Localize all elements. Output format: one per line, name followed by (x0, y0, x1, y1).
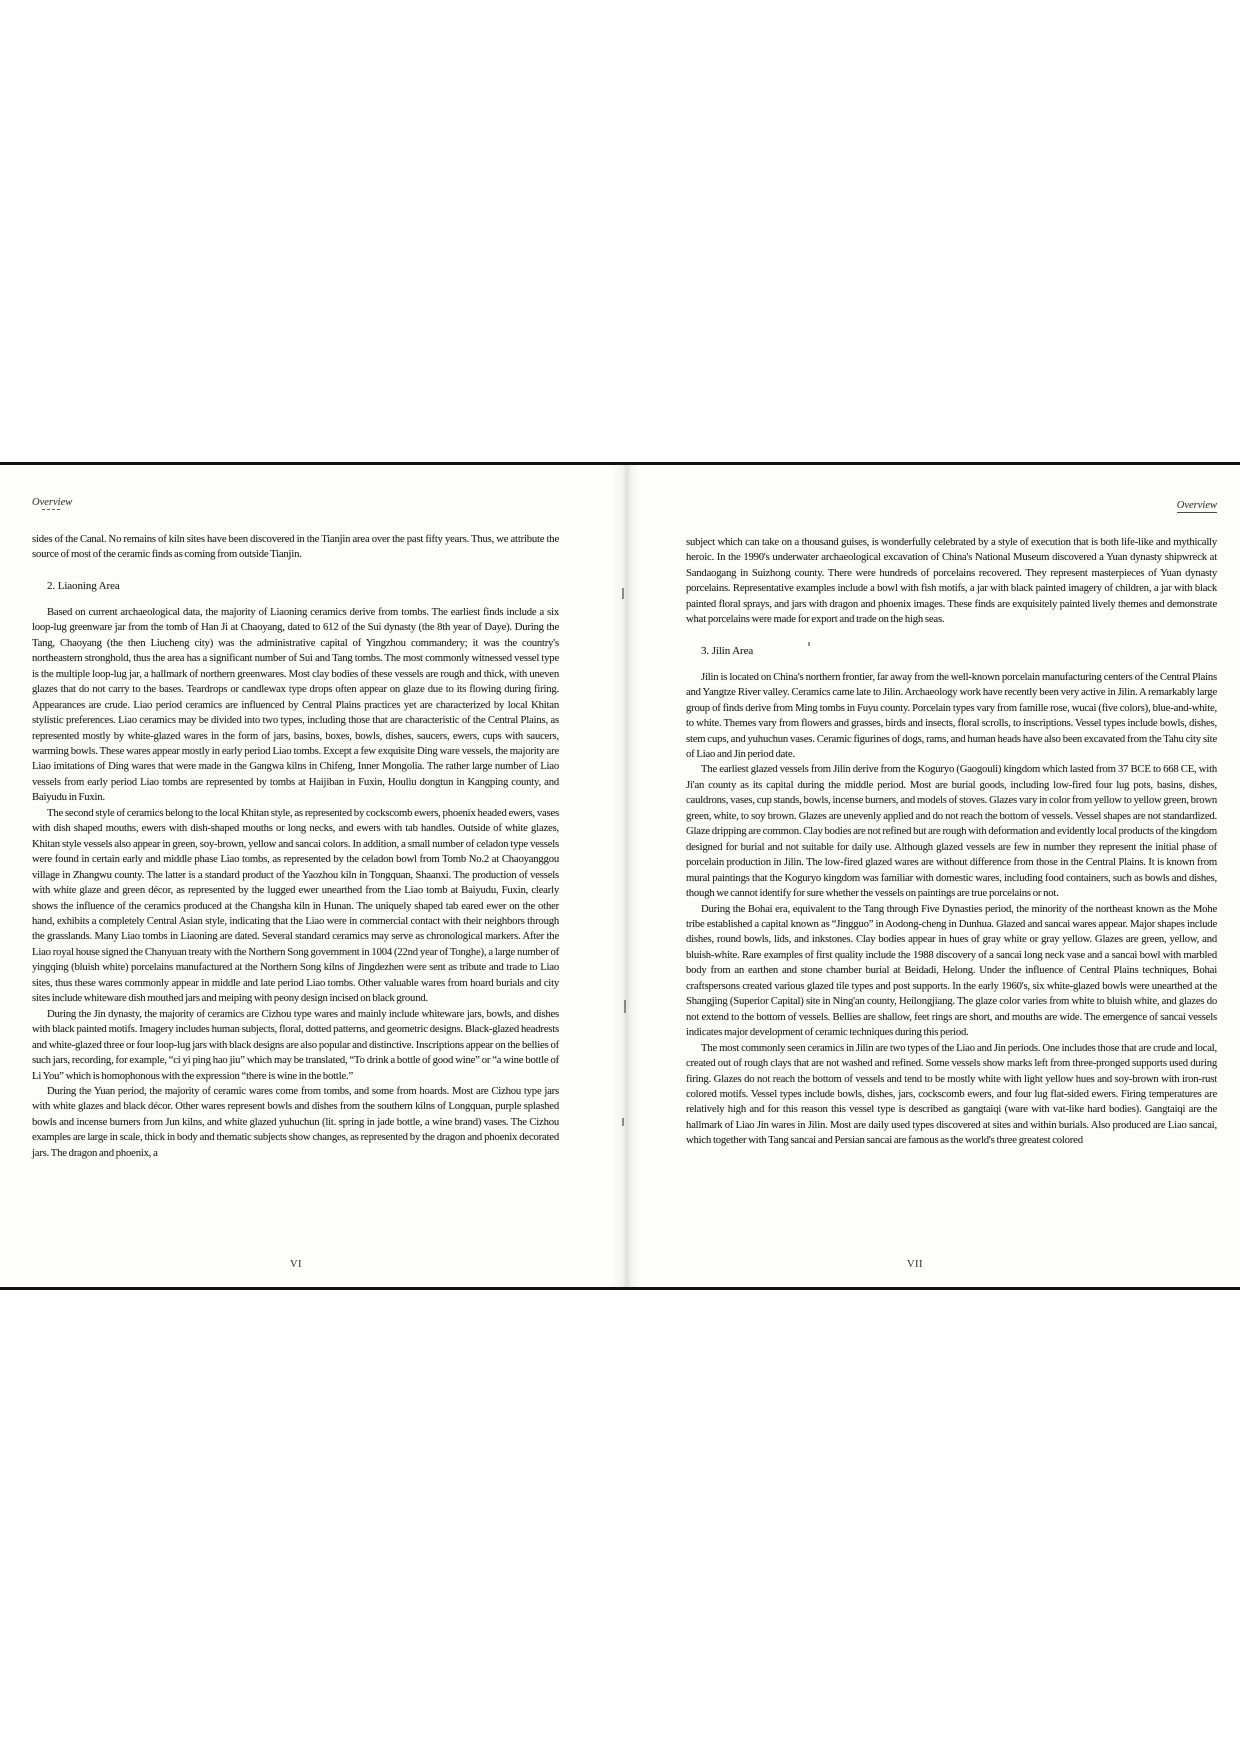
body-paragraph: During the Bohai era, equivalent to the Tang through Five Dynasties period, the minority of the northeast known as the Mohe tribe established a capital known as “Jingguo” in Aodong-cheng in Dunhua. Glazed and sancai wares appear. Major shapes include dishes, round bowls, lids, and inkstones. Clay bodies appear in hues of gray white or gray yellow. Glazes are green, yellow, and bluish-white. Rare examples of first quality include the 1988 discovery of a sancai long neck vase and a sancai bowl with marbled body from an earthen and stone chamber burial at Beidadi, Helong. Under the influence of Central Plains techniques, Bohai craftspersons created various glazed tile types and post supports. In the early 1960's, six white-glazed bowls were unearthed at the Shangjing (Superior Capital) site in Ning'an county, Heilongjiang. The glaze color varies from white to bluish white, and glazes do not extend to the bottom of vessels. Bellies are shallow, feet rings are short, and mouths are wide. The emergence of sancai vessels indicates major development of ceramic techniques during this period. (686, 902, 1217, 1039)
page-number-left: VI (289, 1259, 303, 1270)
body-paragraph: During the Yuan period, the majority of ceramic wares come from tombs, and some from hoards. Most are Cizhou type jars with white glazes and black décor. Other wares represent bowls and dishes from the southern kilns of Longquan, purple splashed bowls and incense burners from Jun kilns, and white glazed yuhuchun (lit. spring in jade bottle, a wine brand) vases. The Cizhou examples are large in scale, thick in body and thematic subjects show changes, as represented by the dragon and phoenix decorated jars. The dragon and phoenix, a (32, 1084, 559, 1159)
right-running-head (686, 500, 1217, 515)
running-head-text: Overview (1176, 500, 1217, 511)
scan-speck (624, 1000, 626, 1013)
body-paragraph: The earliest glazed vessels from Jilin derive from the Koguryo (Gaogouli) kingdom which lasted from 37 BCE to 668 CE, with Ji'an county as its capital during the middle period. Most are burial goods, including low-fired four lug pots, basins, dishes, cauldrons, vases, cup stands, bowls, incense burners, and models of stoves. Glazes vary in color from yellow to yellow green, brown green, white, to soy brown. Glazes are unevenly applied and do not reach the bottom of vessels. Vessel shapes are not standardized. Glaze dripping are common. Clay bodies are not refined but are rough with deformation and evidently local products of the kingdom designed for burial and not suitable for daily use. Although glazed vessels are few in number they represent the initial phase of porcelain production in Jilin. The low-fired glazed wares are without difference from those in the Central Plains. It is known from mural paintings that the Koguryo kingdom was familiar with domestic wares, including food containers, such as bowls and dishes, though we cannot identify for sure whether the vessels on paintings are true porcelains or not. (686, 763, 1217, 900)
page-gutter-shadow (612, 465, 640, 1287)
section-heading-jilin: 3. Jilin Area (701, 644, 754, 657)
page-number-right: VII (906, 1259, 924, 1270)
body-paragraph: Jilin is located on China's northern frontier, far away from the well-known porcelain manufacturing centers of the Central Plains and Yangtze River valley. Ceramics came late to Jilin. Archaeology work have recently been very active in Jilin. A remarkably large group of finds derive from Ming tombs in Fuyu county. Porcelain types vary from famille rose, wucai (five colors), blue-and-white, to white. Themes vary from flowers and grasses, birds and insects, floral scrolls, to inscriptions. Vessel types include bowls, dishes, stem cups, and yuhuchun vases. Ceramic figurines of dogs, rams, and human heads have also been excavated from the Tahu city site of Liao and Jin period date. (686, 670, 1217, 760)
running-head-underline (42, 509, 60, 510)
right-page (686, 500, 1217, 1149)
scan-speck (622, 588, 624, 599)
running-head-text: Overview (32, 497, 73, 508)
left-page (32, 497, 559, 1161)
intro-paragraph: sides of the Canal. No remains of kiln sites have been discovered in the Tianjin area over the past fifty years. Thus, we attribute the source of most of the ceramic finds as coming from outside Tianjin. (32, 533, 559, 561)
section-heading-liaoning: 2. Liaoning Area (47, 579, 120, 592)
body-paragraph: During the Jin dynasty, the majority of ceramics are Cizhou type wares and mainly include whiteware jars, bowls, and dishes with black painted motifs. Imagery includes human subjects, floral, dotted patterns, and geometric designs. Black-glazed headrests and white-glazed three or four loop-lug jars with black designs are also popular and distinctive. Inscriptions appear on the bellies of such jars, recording, for example, “ci yi ping hao jiu” which may be translated, “To drink a bottle of good wine” or “a wine bottle of Li You” which is homophonous with the expression “there is wine in the bottle.” (32, 1007, 559, 1082)
body-paragraph: Based on current archaeological data, the majority of Liaoning ceramics derive from tombs. The earliest finds include a six loop-lug greenware jar from the tomb of Han Ji at Chaoyang, dated to 612 of the Sui dynasty (the 8th year of Daye). During the Tang, Chaoyang (the then Liucheng city) was the administrative capital of Yingzhou commandery; it was the country's northeastern stronghold, thus the area has a significant number of Sui and Tang tombs. The most commonly witnessed vessel type is the multiple loop-lug jar, a hallmark of northern greenwares. Most clay bodies of these vessels are rough and thick, with uneven glazes that do not carry to the bases. Teardrops or candlewax type drops often appear on glaze due to its flowing during firing. Appearances are crude. Liao period ceramics are influenced by Central Plains practices yet are characterized by local Khitan stylistic preferences. Liao ceramics may be divided into two types, including those that are characteristic of the Central Plains, as represented mostly by white-glazed wares in the form of jars, basins, boxes, bowls, dishes, saucers, ewers, cups with saucers, warming bowls. These wares appear mostly in early period Liao tombs. Except a few exquisite Ding ware vessels, the majority are Liao imitations of Ding wares that were made in the Gangwa kilns in Chifeng, Inner Mongolia. The rather large number of Liao vessels from early period Liao tombs are represented by tombs at Haijiban in Fuxin, Houliu dongtun in Kangping county, and Baiyudu in Fuxin. (32, 605, 559, 804)
scan-speck (622, 1118, 624, 1126)
bottom-rule (0, 1287, 1240, 1290)
intro-paragraph: subject which can take on a thousand guises, is wonderfully celebrated by a style of execution that is both life-like and mythically heroic. In the 1990's underwater archaeological excavation of China's National Museum discovered a Yuan dynasty shipwreck at Sandaogang in Suizhong county. There were hundreds of porcelains recovered. They represent masterpieces of Yuan dynasty porcelains. Representative examples include a bowl with fish motifs, a jar with black painted imagery of children, a jar with black painted floral sprays, and jars with dragon and phoenix images. These finds are exquisitely painted lively themes and demonstrate what porcelains were made for export and trade on the high seas. (686, 536, 1217, 626)
left-running-head (32, 497, 559, 512)
body-paragraph: The most commonly seen ceramics in Jilin are two types of the Liao and Jin periods. One includes those that are crude and local, created out of rough clays that are not washed and refined. Some vessels show marks left from three-pronged supports used during firing. Glazes do not reach the bottom of vessels and tend to be mostly white with light yellow hues and soy-brown with iron-rust colored motifs. Vessel types include bowls, dishes, jars, cockscomb ewers, and four lug flat-sided ewers. Firing temperatures are relatively high and for this reason this vessel type is described as gangtaiqi (ware with vat-like hard bodies). Gangtaiqi are the hallmark of Liao Jin wares in Jilin. Most are daily used types discovered at sites and within burials. Also produced are Liao sancai, which together with Tang sancai and Persian sancai are famous as the world's three greatest colored (686, 1041, 1217, 1147)
body-paragraph: The second style of ceramics belong to the local Khitan style, as represented by cockscomb ewers, phoenix headed ewers, vases with dish shaped mouths, ewers with dish-shaped mouths or long necks, and ewers with tab handles. Outside of white glazes, Khitan style vessels also appear in green, soy-brown, yellow and sancai colors. In addition, a small number of celadon type vessels were found in certain early and middle phase Liao tombs, as represented by the celadon bowl from Tomb No.2 at Chaoyanggou village in Zhangwu county. The latter is a standard product of the Yaozhou kiln in Tongquan, Shaanxi. The production of vessels with white glaze and green décor, as represented by the lugged ewer unearthed from the Liao tomb at Baiyudu, Fuxin, clearly shows the influence of the ceramics produced at the Changsha kiln in Hunan. The uniquely shaped tab eared ewer on the other hand, exhibits a completely Central Asian style, indicating that the Liao were in commercial contact with their neighbors through the grasslands. Many Liao tombs in Liaoning are dated. Several standard ceramics may serve as chronological markers. After the Liao royal house signed the Chanyuan treaty with the Northern Song government in 1004 (22nd year of Tonghe), a large number of yingqing (bluish white) porcelains manufactured at the Northern Song kilns of Jingdezhen were sent as tribute and trade to Liao sites, thus these wares commonly appear in middle and late period Liao tombs. Other valuable wares from hoard burials and city sites include whiteware dish mouthed jars and meiping with peony design incised on black ground. (32, 806, 559, 1005)
